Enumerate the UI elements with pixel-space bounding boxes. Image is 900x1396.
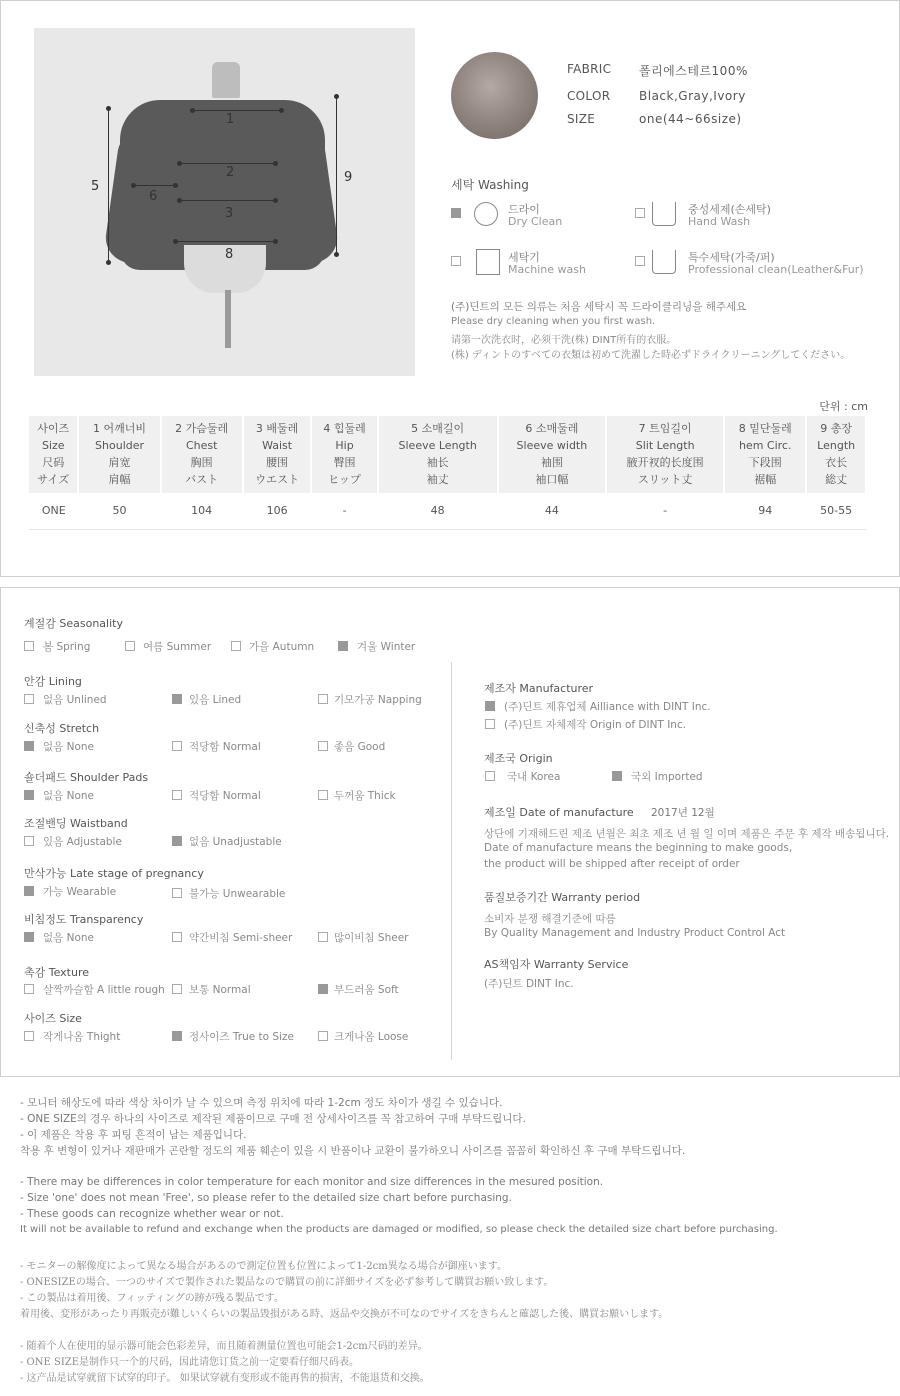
option-label: 정사이즈 True to Size	[189, 1031, 294, 1043]
note-en-3: - These goods can recognize whether wear or not.	[20, 1208, 284, 1220]
wash-option-label-en: Dry Clean	[508, 215, 563, 228]
measure-dot	[279, 108, 284, 113]
measure-number-2: 2	[226, 165, 235, 180]
winter-checkbox[interactable]	[338, 641, 348, 651]
measure-dot	[273, 161, 278, 166]
wash-option-label-en: Hand Wash	[688, 215, 751, 228]
professional-clean-icon	[652, 250, 676, 274]
loose-checkbox[interactable]	[318, 1031, 328, 1041]
note-en-4: It will not be available to refund and exchange when the products are damaged or modified, so please check the detailed size chart before purchasing.	[20, 1224, 778, 1235]
size-value: one(44~66size)	[639, 112, 742, 126]
option-label: 약간비침 Semi-sheer	[189, 932, 293, 944]
mannequin-stand	[225, 290, 231, 348]
hand-wash-checkbox[interactable]	[635, 208, 645, 218]
color-value: Black,Gray,Ivory	[639, 89, 746, 103]
washing-note-ja: (株) ディントのすべての衣類は初めて洗濯した時必ずドライクリーニングしてください。	[451, 350, 851, 361]
washing-note-ko: (주)딘트의 모든 의류는 처음 세탁시 꼭 드라이클리닝을 해주세요	[451, 301, 747, 313]
manufacture-date-title: 제조일 Date of manufacture	[484, 806, 634, 819]
option-label: 없음 None	[43, 932, 95, 944]
wearable-checkbox[interactable]	[24, 886, 34, 896]
note-zh-1: - 随着个人在使用的显示器可能会色彩差异，而且随着测量位置也可能会1-2cm尺码的差异。	[20, 1341, 428, 1352]
pads-none-checkbox[interactable]	[24, 790, 34, 800]
summer-checkbox[interactable]	[125, 641, 135, 651]
measure-dot	[190, 108, 195, 113]
table-cell: 44	[498, 493, 607, 529]
measure-number-6: 6	[149, 189, 158, 204]
option-label: 겨울 Winter	[357, 641, 416, 653]
note-ja-1: - モニターの解像度によって異なる場合があるので測定位置も位置によって1-2cm異なる場合が御座います。	[20, 1261, 507, 1272]
measure-line-sleeve-length	[108, 108, 109, 262]
unadjustable-checkbox[interactable]	[172, 836, 182, 846]
color-label: COLOR	[567, 89, 611, 103]
korea-checkbox[interactable]	[485, 771, 495, 781]
semi-sheer-checkbox[interactable]	[172, 932, 182, 942]
option-label: 크게나옴 Loose	[334, 1031, 409, 1043]
stretch-title: 신축성 Stretch	[24, 722, 100, 735]
pregnancy-title: 만삭가능 Late stage of pregnancy	[24, 867, 204, 880]
unit-label: 단위 : cm	[819, 400, 868, 413]
warranty-note-en: By Quality Management and Industry Product Control Act	[484, 927, 786, 939]
option-label: 두꺼움 Thick	[334, 790, 396, 802]
option-label: (주)딘트 자체제작 Origin of DINT Inc.	[504, 719, 687, 731]
table-cell: 50	[78, 493, 160, 529]
wash-option-label-en: Machine wash	[508, 263, 586, 276]
shoulder-pads-title: 숄더패드 Shoulder Pads	[24, 771, 149, 784]
wash-option-label: 특수세탁(가죽/퍼)	[688, 251, 775, 264]
option-label: 가능 Wearable	[43, 886, 117, 898]
wash-option-label: 세탁기	[508, 251, 540, 264]
wash-option-label: 중성세제(손세탁)	[688, 203, 771, 216]
measure-number-9: 9	[344, 170, 353, 185]
option-label: 없음 Unadjustable	[189, 836, 282, 848]
measure-dot	[177, 198, 182, 203]
option-label: 봄 Spring	[43, 641, 91, 653]
adjustable-checkbox[interactable]	[24, 836, 34, 846]
dry-clean-icon	[474, 202, 498, 226]
wash-option-label-en: Professional clean(Leather&Fur)	[688, 263, 864, 276]
unwearable-checkbox[interactable]	[172, 888, 182, 898]
measure-dot	[173, 183, 178, 188]
washing-note-en: Please dry cleaning when you first wash.	[451, 316, 656, 327]
sleeve-length-header: 5 소매길이 Sleeve Length 袖长 袖丈	[378, 416, 498, 493]
as-service-value: (주)딘트 DINT Inc.	[484, 978, 574, 990]
washing-title: 세탁 Washing	[451, 178, 529, 192]
as-service-title: AS책임자 Warranty Service	[484, 958, 629, 971]
tight-checkbox[interactable]	[24, 1031, 34, 1041]
machine-wash-checkbox[interactable]	[451, 256, 461, 266]
note-ko-2: - ONE SIZE의 경우 하나의 사이즈로 제작된 제품이므로 구매 전 상세사이즈를 꼭 참고하여 구매 부탁드립니다.	[20, 1113, 526, 1125]
alliance-checkbox[interactable]	[485, 701, 495, 711]
hem-header: 8 밑단둘레 hem Circ. 下段围 裾幅	[724, 416, 806, 493]
column-divider	[451, 662, 452, 1060]
soft-checkbox[interactable]	[318, 984, 328, 994]
table-cell: 94	[724, 493, 806, 529]
note-en-1: - There may be differences in color temperature for each monitor and size differences in the mesured position.	[20, 1176, 604, 1188]
measure-dot	[177, 161, 182, 166]
option-label: 보통 Normal	[189, 984, 251, 996]
rough-checkbox[interactable]	[24, 984, 34, 994]
measure-number-5: 5	[91, 179, 100, 194]
option-label: 없음 None	[43, 790, 95, 802]
option-label: 없음 None	[43, 741, 95, 753]
stretch-none-checkbox[interactable]	[24, 741, 34, 751]
option-label: 있음 Adjustable	[43, 836, 122, 848]
option-label: 국외 Imported	[631, 771, 703, 783]
autumn-checkbox[interactable]	[231, 641, 241, 651]
fabric-label: FABRIC	[567, 62, 612, 76]
table-cell: -	[311, 493, 377, 529]
option-label: 작게나옴 Thight	[43, 1031, 121, 1043]
size-label: SIZE	[567, 112, 596, 126]
table-cell: 48	[378, 493, 498, 529]
fabric-value: 폴리에스테르100%	[639, 64, 748, 78]
spring-checkbox[interactable]	[24, 641, 34, 651]
note-ko-4: 착용 후 변형이 있거나 재판매가 곤란할 정도의 제품 훼손이 있을 시 반품이나 교환이 불가하오니 사이즈를 꼼꼼히 확인하신 후 구매 부탁드립니다.	[20, 1145, 686, 1157]
measure-line-shoulder	[193, 110, 281, 111]
option-label: 부드러움 Soft	[334, 984, 399, 996]
option-label: 적당함 Normal	[189, 790, 261, 802]
lined-checkbox[interactable]	[172, 694, 182, 704]
stretch-normal-checkbox[interactable]	[172, 741, 182, 751]
wash-option-label: 드라이	[508, 203, 540, 216]
transparency-none-checkbox[interactable]	[24, 932, 34, 942]
imported-checkbox[interactable]	[612, 771, 622, 781]
note-zh-2: - ONE SIZE是制作只一个的尺码，因此请您订货之前一定要看仔细尺码表。	[20, 1357, 360, 1368]
option-label: 살짝까슬함 A little rough	[43, 984, 165, 996]
table-cell: 106	[243, 493, 312, 529]
option-label: (주)딘트 제휴업체 Ailliance with DINT Inc.	[504, 701, 711, 713]
chest-header: 2 가슴둘레 Chest 胸围 バスト	[161, 416, 243, 493]
table-cell: 104	[161, 493, 243, 529]
slit-length-header: 7 트임길이 Slit Length 腋开衩的长度围 スリット丈	[606, 416, 724, 493]
measure-number-8: 8	[225, 247, 234, 262]
option-label: 적당함 Normal	[189, 741, 261, 753]
measure-dot	[106, 106, 111, 111]
option-label: 좋음 Good	[334, 741, 386, 753]
manufacturer-title: 제조자 Manufacturer	[484, 682, 594, 695]
fabric-swatch	[451, 52, 538, 139]
measure-dot	[334, 94, 339, 99]
measure-number-3: 3	[225, 206, 234, 221]
origin-title: 제조국 Origin	[484, 752, 553, 765]
size-table	[29, 416, 867, 530]
measure-line-sleeve-width	[134, 185, 176, 186]
measure-dot	[106, 260, 111, 265]
waistband-title: 조절밴딩 Waistband	[24, 817, 128, 830]
seasonality-title: 계절감 Seasonality	[24, 617, 123, 630]
true-to-size-checkbox[interactable]	[172, 1031, 182, 1041]
option-label: 있음 Lined	[189, 694, 242, 706]
manufacture-date-note: 상단에 기재해드린 제조 년월은 최초 제조 년 월 일 이며 제품은 주문 후 제작 배송됩니다.	[484, 828, 890, 840]
note-zh-3: - 这产品是试穿就留下试穿的印子。 如果试穿就有变形或不能再售的损害，不能退货和交换。	[20, 1373, 430, 1384]
option-label: 가을 Autumn	[249, 641, 315, 653]
note-ja-4: 着用後、変形があったり再販売が難しいくらいの製品毀損がある時、返品や交換が不可なのでサイズをきちんと確認した後、購買お願いします。	[20, 1309, 669, 1320]
table-cell: ONE	[29, 493, 78, 529]
size-header: 사이즈 Size 尺码 サイズ	[29, 416, 78, 493]
option-label: 불가능 Unwearable	[189, 888, 286, 900]
pads-normal-checkbox[interactable]	[172, 790, 182, 800]
machine-wash-icon	[476, 249, 500, 275]
warranty-note: 소비자 분쟁 해결기준에 따름	[484, 913, 616, 925]
measure-dot	[273, 198, 278, 203]
mannequin-head	[212, 62, 240, 98]
shoulder-header: 1 어깨너비 Shoulder 肩宽 肩幅	[78, 416, 160, 493]
warranty-title: 품질보증기간 Warranty period	[484, 891, 641, 904]
measure-number-1: 1	[226, 112, 235, 127]
lining-title: 안감 Lining	[24, 675, 82, 688]
measure-line-chest	[180, 163, 276, 164]
manufacture-date-note-en: Date of manufacture means the beginning to make goods,	[484, 842, 793, 854]
measure-line-length	[336, 96, 337, 254]
napping-checkbox[interactable]	[318, 694, 328, 704]
origin-dint-checkbox[interactable]	[485, 719, 495, 729]
unlined-checkbox[interactable]	[24, 694, 34, 704]
table-cell: -	[606, 493, 724, 529]
table-row	[29, 493, 866, 529]
texture-title: 촉감 Texture	[24, 966, 90, 979]
hand-wash-icon	[652, 202, 676, 226]
professional-clean-checkbox[interactable]	[635, 256, 645, 266]
measure-dot	[173, 239, 178, 244]
transparency-title: 비침정도 Transparency	[24, 913, 144, 926]
option-label: 없음 Unlined	[43, 694, 107, 706]
manufacture-date-note-en2: the product will be shipped after receipt of order	[484, 858, 740, 870]
measure-dot	[273, 239, 278, 244]
waist-header: 3 배둘레 Waist 腰围 ウエスト	[243, 416, 312, 493]
option-label: 여름 Summer	[143, 641, 212, 653]
note-en-2: - Size 'one' does not mean 'Free', so please refer to the detailed size chart before purchasing.	[20, 1192, 512, 1204]
option-label: 많이비침 Sheer	[334, 932, 409, 944]
stretch-good-checkbox[interactable]	[318, 741, 328, 751]
note-ja-2: - ONESIZEの場合、一つのサイズで製作された製品なので購買の前に詳細サイズを必ず参考して購買お願い致します。	[20, 1277, 554, 1288]
measure-line-hem	[176, 241, 276, 242]
measure-line-waist	[180, 200, 276, 201]
fit-size-title: 사이즈 Size	[24, 1012, 82, 1025]
length-header: 9 총장 Length 衣长 総丈	[806, 416, 866, 493]
texture-normal-checkbox[interactable]	[172, 984, 182, 994]
dry-clean-checkbox[interactable]	[451, 208, 461, 218]
option-label: 국내 Korea	[507, 771, 561, 783]
washing-note-zh: 请第一次洗衣时，必须干洗(株) DINT所有的衣服。	[451, 335, 677, 346]
hip-header: 4 힙둘레 Hip 臀围 ヒップ	[311, 416, 377, 493]
sheer-checkbox[interactable]	[318, 932, 328, 942]
note-ko-3: - 이 제품은 착용 후 피팅 흔적이 남는 제품입니다.	[20, 1129, 247, 1141]
option-label: 기모가공 Napping	[334, 694, 422, 706]
sleeve-width-header: 6 소매둘레 Sleeve width 袖围 袖口幅	[498, 416, 607, 493]
note-ko-1: - 모니터 해상도에 따라 색상 차이가 날 수 있으며 측정 위치에 따라 1-2cm 정도 차이가 생길 수 있습니다.	[20, 1097, 503, 1109]
note-ja-3: - この製品は着用後、フィッティングの跡が残る製品です。	[20, 1293, 284, 1304]
manufacture-date-value: 2017년 12월	[651, 807, 715, 819]
pads-thick-checkbox[interactable]	[318, 790, 328, 800]
measure-dot	[334, 252, 339, 257]
measure-dot	[131, 183, 136, 188]
table-cell: 50-55	[806, 493, 866, 529]
